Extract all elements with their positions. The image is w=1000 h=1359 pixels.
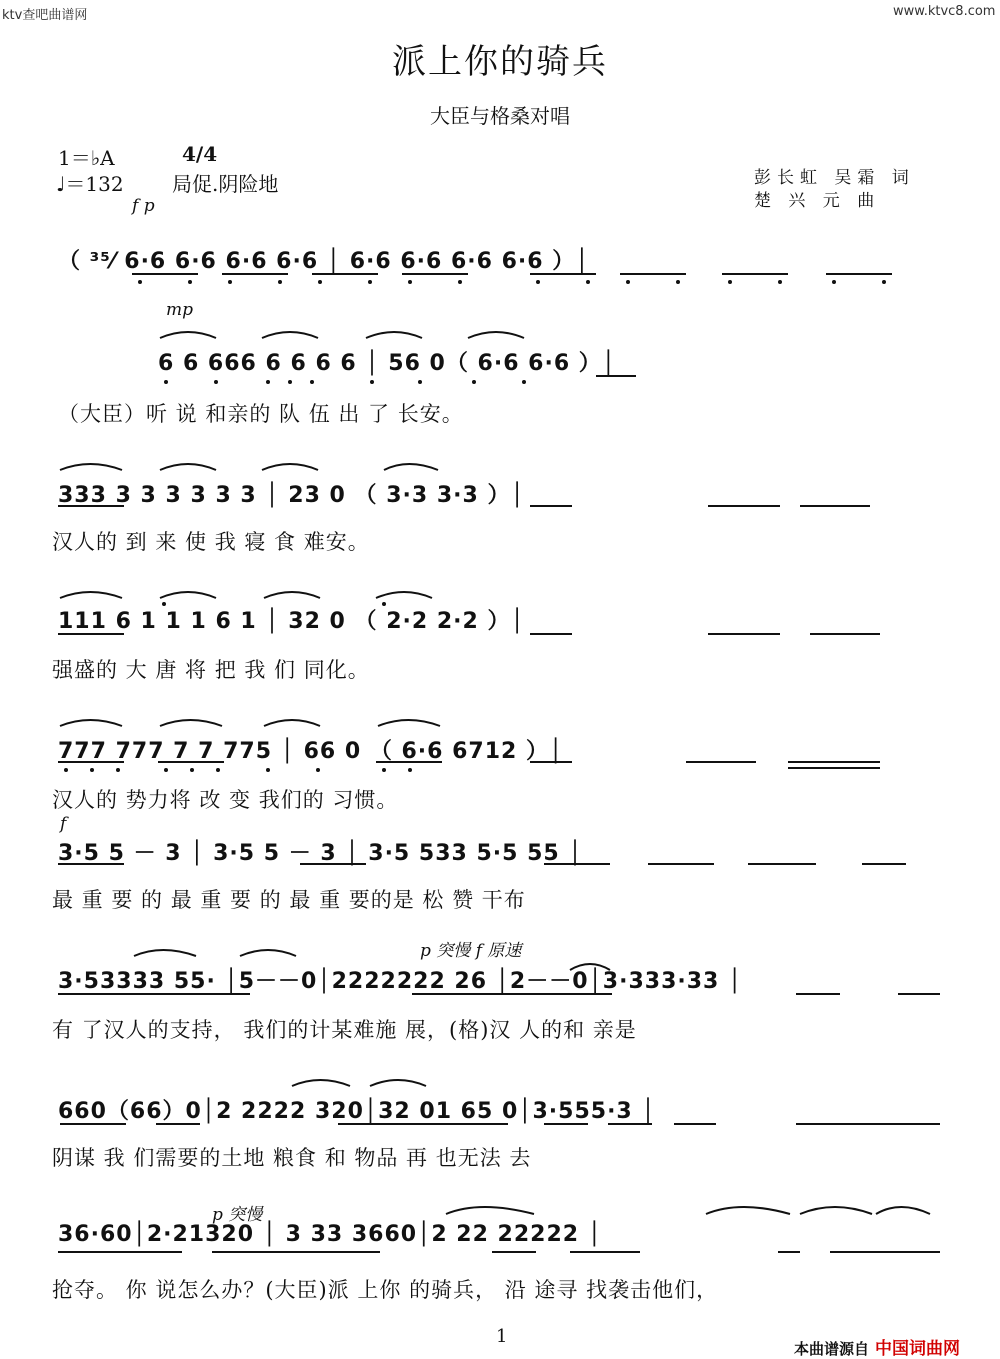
expression-marking: 局促.阴险地	[172, 172, 279, 196]
watermark-right: www.ktvc8.com	[893, 4, 996, 19]
lyricist-credit: 彭长虹 吴霜 词	[754, 168, 915, 188]
dynamics-line-6: f	[60, 814, 67, 834]
source-label: 本曲谱源自	[794, 1340, 870, 1358]
lyrics-line-4: 强盛的 大 唐 将 把 我 们 同化。	[52, 658, 370, 682]
watermark-left: ktv查吧曲谱网	[2, 8, 88, 23]
notation-line-9: 36·60│2·21320 │ 3 33 3660│2 22 22222 │	[58, 1222, 602, 1247]
lyrics-line-3: 汉人的 到 来 使 我 寝 食 难安。	[52, 530, 370, 554]
lyrics-line-2: （大臣）听 说 和亲的 队 伍 出 了 长安。	[58, 402, 464, 426]
song-title: 派上你的骑兵	[392, 42, 608, 82]
lyrics-line-6: 最 重 要 的 最 重 要 的 最 重 要的是 松 赞 干布	[52, 888, 526, 912]
lyrics-line-8: 阴谋 我 们需要的土地 粮食 和 物品 再 也无法 去	[52, 1146, 532, 1170]
notation-line-4: 111 6 1 1 1 6 1 │ 32 0 （ 2·2 2·2 ）│	[58, 609, 525, 634]
dynamics-line-1: f p	[132, 196, 155, 216]
dynamics-line-7: p 突慢 f 原速	[420, 941, 522, 961]
notation-line-1: （ ³⁵⁄ 6·6 6·6 6·6 6·6 │ 6·6 6·6 6·6 6·6 ）│	[58, 249, 590, 274]
dynamics-line-9: p 突慢	[212, 1205, 263, 1225]
notation-line-7: 3·53333 55· │5－－0│2222222 26 │2－－0│3·333·33 │	[58, 969, 743, 994]
time-signature: 4/4	[182, 142, 218, 166]
source-credit	[794, 1334, 960, 1359]
key-signature: 1＝♭A	[58, 146, 115, 170]
composer-credit: 楚 兴 元 曲	[754, 191, 881, 211]
lyrics-line-9: 抢夺。 你 说怎么办？(大臣)派 上你 的骑兵， 沿 途寻 找袭击他们，	[52, 1278, 719, 1302]
lyrics-line-5: 汉人的 势力将 改 变 我们的 习惯。	[52, 788, 399, 812]
notation-line-5: 777 777 7 7 775 │ 66 0 （ 6·6 6712 ）│	[58, 739, 564, 764]
lyrics-line-7: 有 了汉人的支持， 我们的计某难施 展，(格)汉 人的和 亲是	[52, 1018, 637, 1042]
song-subtitle: 大臣与格桑对唱	[430, 104, 570, 128]
notation-line-2: 6 6 666 6 6 6 6 │ 56 0（ 6·6 6·6 ）│	[158, 351, 617, 376]
page-number: 1	[496, 1326, 508, 1347]
notation-line-8: 660（66）0│2 2222 320│32 01 65 0│3·555·3 │	[58, 1099, 656, 1124]
dynamics-line-2: mp	[166, 300, 194, 320]
source-brand: 中国词曲网	[875, 1339, 961, 1359]
tempo-marking: ♩＝132	[56, 172, 124, 196]
notation-line-6: 3·5 5 － 3 │ 3·5 5 － 3 │ 3·5 533 5·5 55 │	[58, 841, 583, 866]
notation-line-3: 333 3 3 3 3 3 3 │ 23 0 （ 3·3 3·3 ）│	[58, 483, 525, 508]
